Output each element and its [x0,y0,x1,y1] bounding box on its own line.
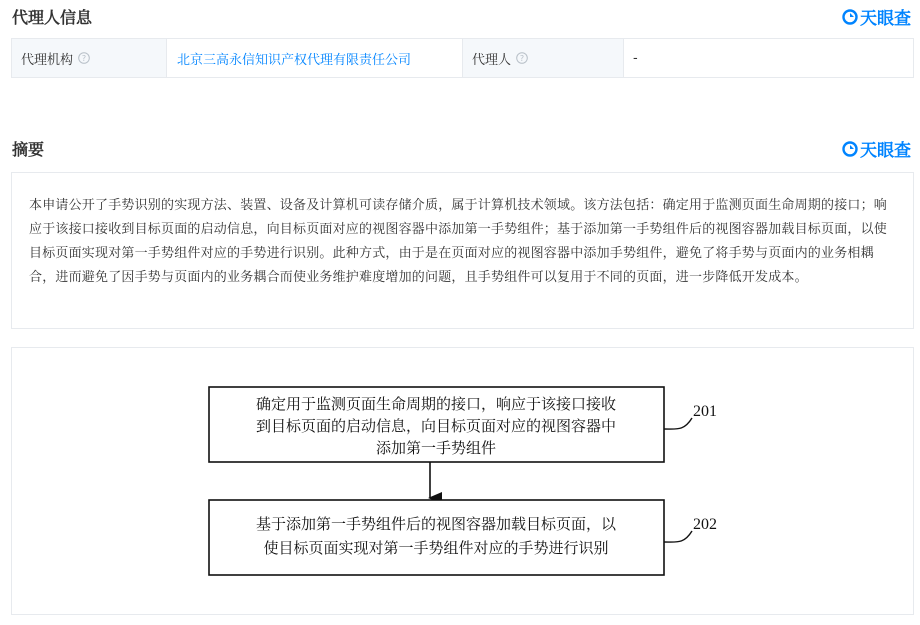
step-202-box [209,500,664,575]
step-201-line-2: 到目标页面的启动信息，向目标页面对应的视图容器中 [255,417,617,435]
abstract-text: 本申请公开了手势识别的实现方法、装置、设备及计算机可读存储介质，属于计算机技术领域。该方法包括：确定用于监测页面生命周期的接口；响应于该接口接收到目标页面的启动信息，向目标页面对应的视图容器中添加第一手势组件；基于添加第一手势组件后的视图容器加载目标页面，以使目标页面实现对第一手势组件对应的手势进行识别。此种方式，由于是在页面对应的视图容器中添加手势组件，避免了将手势与页面内的业务相耦合，进而避免了因手势与页面内的业务耦合而使业务维护难度增加的问题，且手势组件可以复用于不同的页面，进一步降低开发成本。 [11,172,914,329]
agency-label-cell [12,39,167,77]
flowchart [12,348,915,616]
brand-name: 天眼查 [860,141,911,161]
agent-info-table [11,38,914,78]
step-201-line-3: 添加第一手势组件 [375,439,497,457]
agent-label-cell [463,39,624,77]
step-201-number: 201 [693,403,717,420]
step-202-leader [664,531,692,542]
help-icon[interactable] [516,52,528,64]
tianyancha-logo[interactable] [842,4,911,29]
agency-link[interactable]: 北京三高永信知识产权代理有限责任公司 [177,52,412,68]
agent-section-title: 代理人信息 [12,8,93,27]
abstract-figure [11,347,914,615]
step-201-line-1: 确定用于监测页面生命周期的接口，响应于该接口接收 [255,395,617,413]
agency-value-cell [167,39,463,77]
agent-value: - [633,50,638,66]
tianyancha-logo-icon [842,141,858,157]
brand-name: 天眼查 [860,9,911,29]
tianyancha-logo-icon [842,9,858,25]
agent-value-cell [624,39,913,77]
agent-label: 代理人 [472,52,512,68]
step-201-leader [664,418,692,429]
svg-text:?: ? [81,54,87,63]
agency-label: 代理机构 [21,52,74,68]
abstract-section-title: 摘要 [12,140,45,159]
step-202-line-2: 使目标页面实现对第一手势组件对应的手势进行识别 [263,539,609,557]
help-icon[interactable] [78,52,90,64]
tianyancha-logo[interactable] [842,136,911,161]
step-202-number: 202 [693,516,717,533]
step-202-line-1: 基于添加第一手势组件后的视图容器加载目标页面，以 [255,515,617,533]
svg-text:?: ? [519,54,525,63]
